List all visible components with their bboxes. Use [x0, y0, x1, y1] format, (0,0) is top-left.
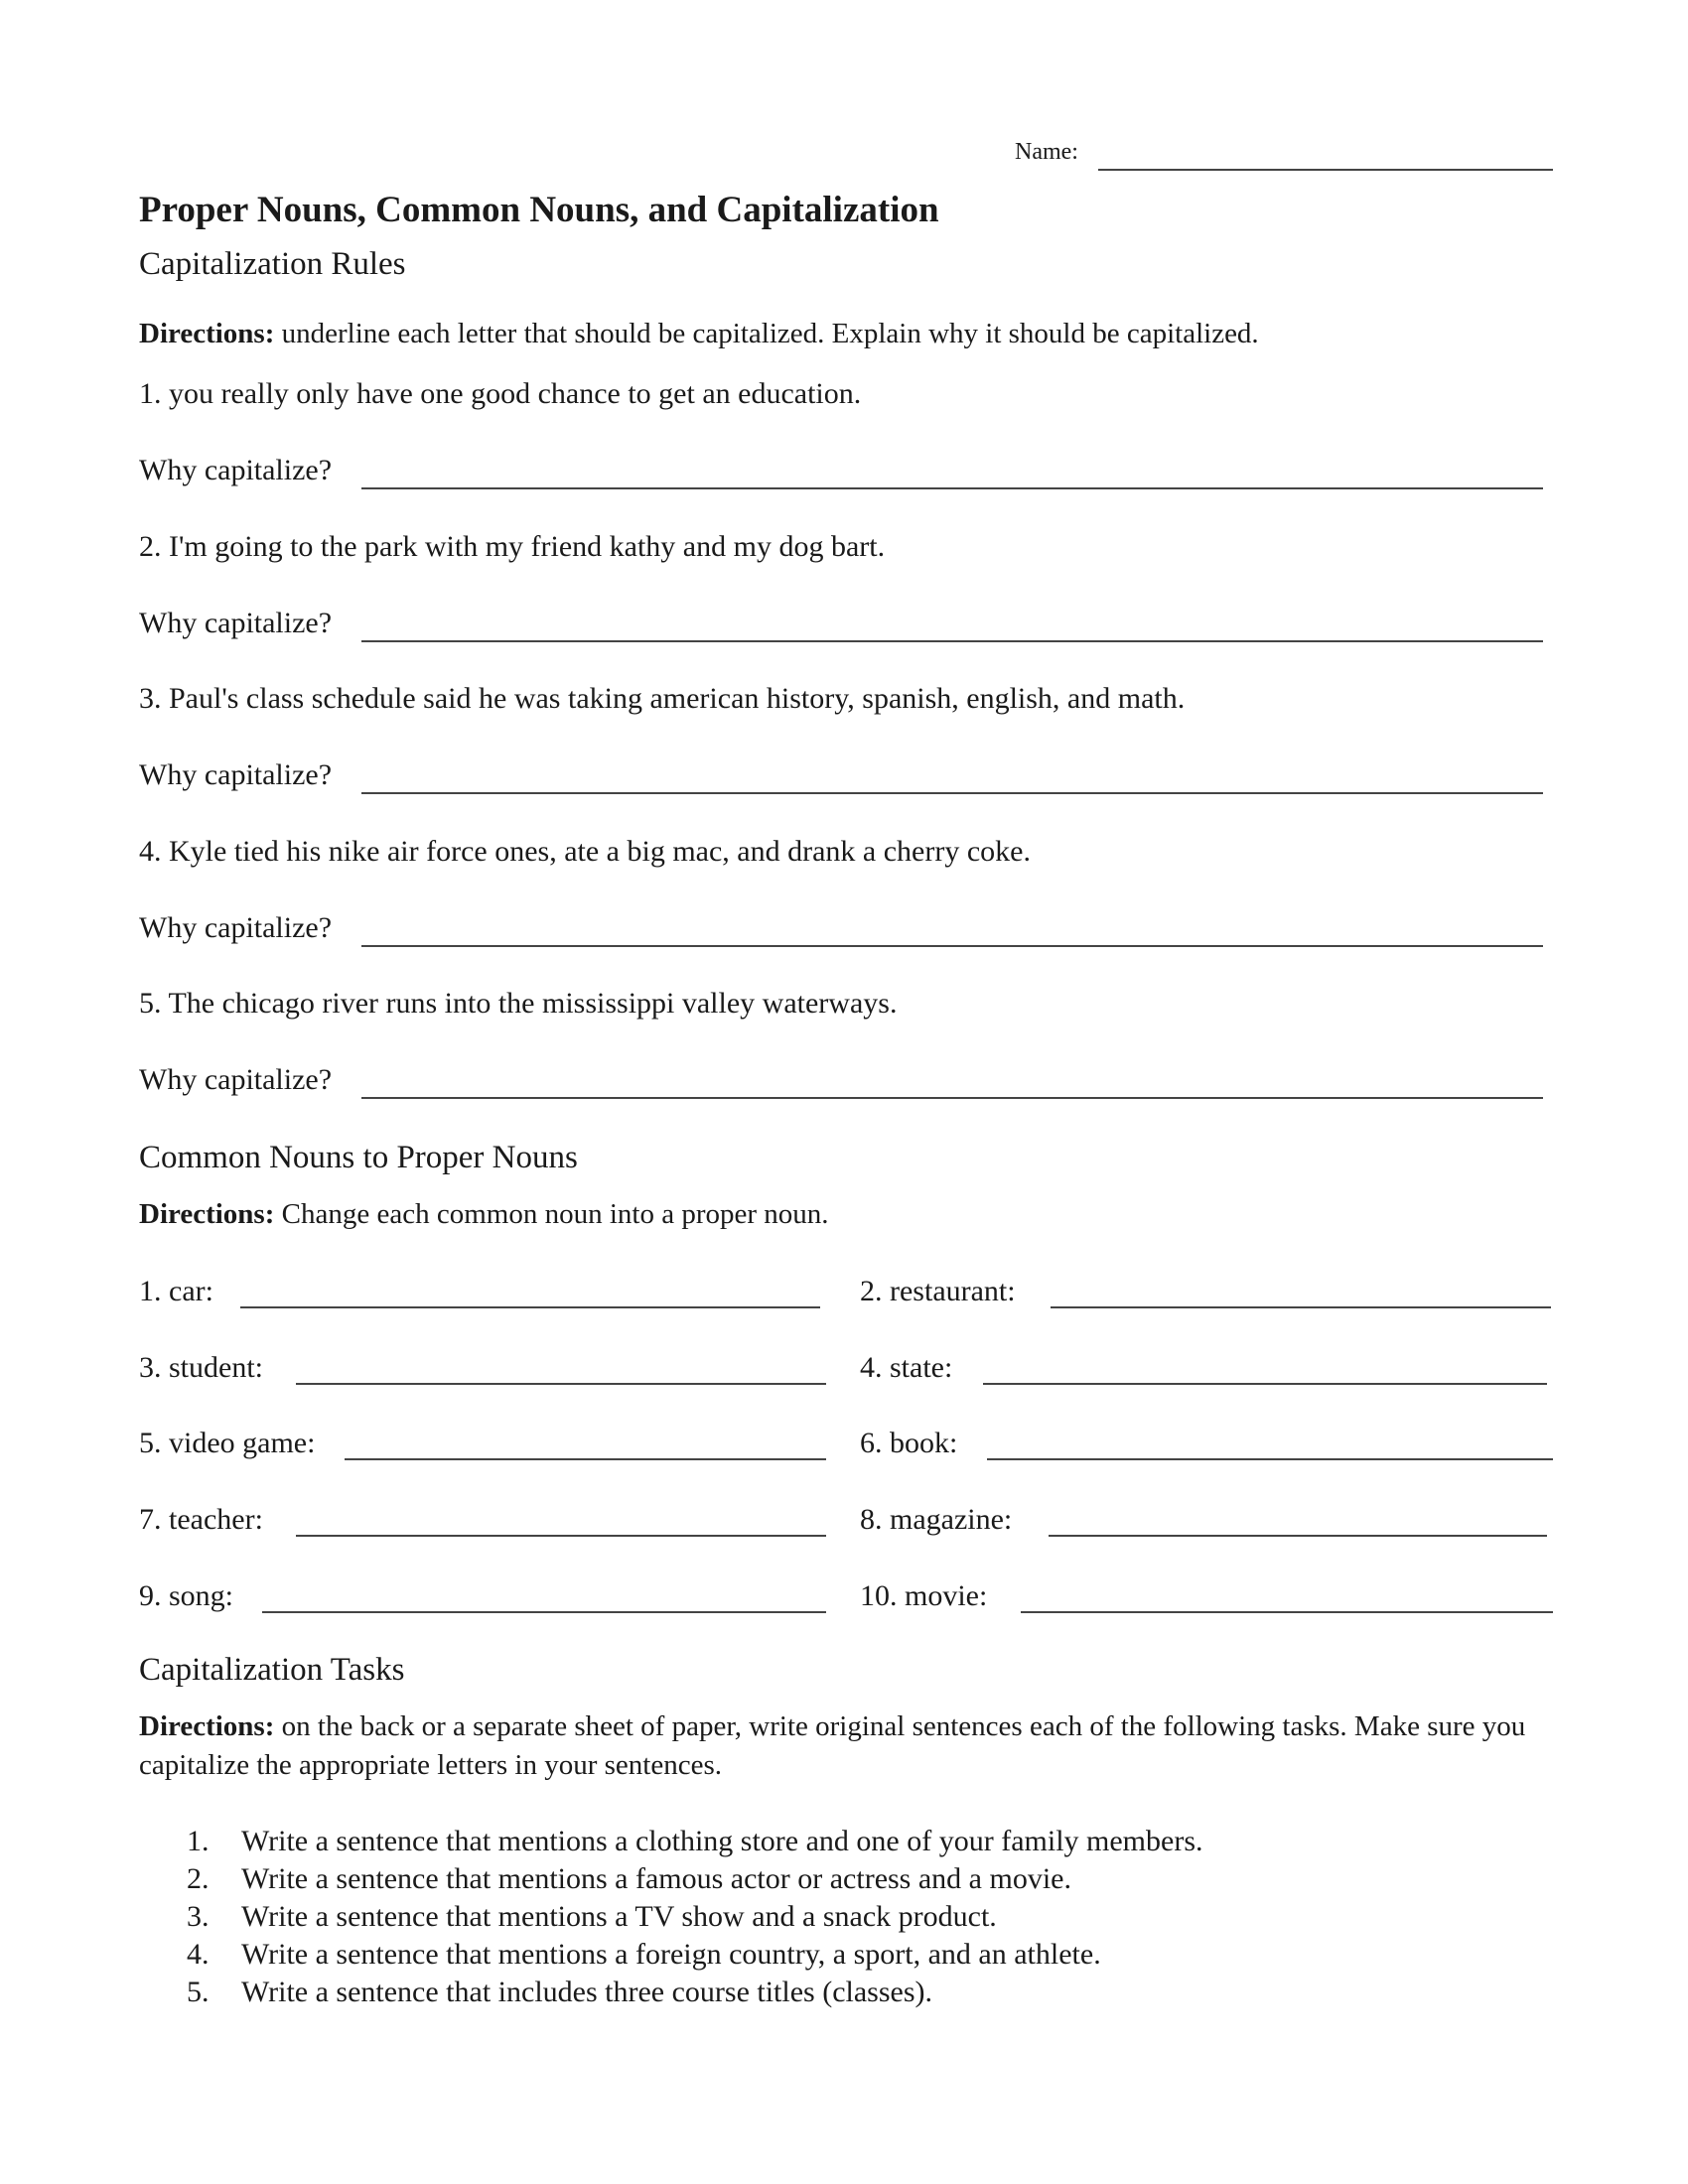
task-text: Write a sentence that mentions a famous actor or actress and a movie. — [241, 1862, 1071, 1895]
name-field[interactable] — [1098, 169, 1553, 171]
why-label: Why capitalize? — [139, 758, 333, 791]
list-item — [187, 1823, 1203, 1860]
answer-line[interactable] — [240, 1306, 820, 1308]
noun-prompt: 8. magazine: — [860, 1503, 1013, 1536]
task-text: Write a sentence that includes three course titles (classes). — [241, 1976, 933, 2008]
why-label: Why capitalize? — [139, 454, 333, 486]
section1-directions — [139, 315, 1569, 353]
answer-line[interactable] — [1051, 1306, 1551, 1308]
list-number: 4. — [187, 1938, 210, 1971]
noun-prompt: 1. car: — [139, 1275, 213, 1307]
why-label: Why capitalize? — [139, 607, 333, 639]
answer-line[interactable] — [987, 1458, 1553, 1460]
answer-line[interactable] — [296, 1535, 826, 1537]
task-list — [187, 1823, 1203, 2011]
directions-label: Directions: — [139, 318, 275, 349]
noun-prompt: 4. state: — [860, 1351, 953, 1384]
list-number: 1. — [187, 1825, 210, 1857]
task-text: Write a sentence that mentions a TV show and a snack product. — [241, 1900, 997, 1933]
directions-text: on the back or a separate sheet of paper, write original sentences each of the following tasks. Make sure you capitalize the appropriate letters in your sentences. — [139, 1710, 1526, 1781]
answer-line[interactable] — [262, 1611, 826, 1613]
why-label: Why capitalize? — [139, 1063, 333, 1096]
why-label: Why capitalize? — [139, 911, 333, 944]
noun-prompt: 10. movie: — [860, 1579, 988, 1612]
answer-line[interactable] — [361, 1097, 1543, 1099]
directions-label: Directions: — [139, 1198, 275, 1230]
noun-prompt: 5. video game: — [139, 1427, 316, 1459]
question-3: 3. Paul's class schedule said he was taking american history, spanish, english, and math. — [139, 682, 1186, 715]
directions-text: underline each letter that should be capitalized. Explain why it should be capitalized. — [274, 318, 1259, 349]
question-1: 1. you really only have one good chance to get an education. — [139, 377, 862, 410]
answer-line[interactable] — [983, 1383, 1547, 1385]
answer-line[interactable] — [361, 945, 1543, 947]
directions-text: Change each common noun into a proper noun. — [274, 1198, 829, 1230]
list-item — [187, 1898, 1203, 1936]
answer-line[interactable] — [1049, 1535, 1547, 1537]
list-item — [187, 1974, 1203, 2011]
section-capitalization-rules-heading: Capitalization Rules — [139, 246, 406, 282]
answer-line[interactable] — [345, 1458, 826, 1460]
list-number: 3. — [187, 1900, 210, 1933]
list-item — [187, 1936, 1203, 1974]
section-common-to-proper-heading: Common Nouns to Proper Nouns — [139, 1140, 578, 1175]
answer-line[interactable] — [361, 792, 1543, 794]
directions-label: Directions: — [139, 1710, 275, 1742]
question-2: 2. I'm going to the park with my friend kathy and my dog bart. — [139, 530, 886, 563]
section3-directions — [139, 1707, 1569, 1785]
task-text: Write a sentence that mentions a foreign country, a sport, and an athlete. — [241, 1938, 1101, 1971]
noun-prompt: 9. song: — [139, 1579, 234, 1612]
noun-prompt: 2. restaurant: — [860, 1275, 1016, 1307]
answer-line[interactable] — [361, 487, 1543, 489]
worksheet-title: Proper Nouns, Common Nouns, and Capitalization — [139, 190, 939, 230]
list-number: 5. — [187, 1976, 210, 2008]
list-item — [187, 1860, 1203, 1898]
answer-line[interactable] — [1021, 1611, 1553, 1613]
question-4: 4. Kyle tied his nike air force ones, ate a big mac, and drank a cherry coke. — [139, 835, 1031, 868]
noun-prompt: 7. teacher: — [139, 1503, 263, 1536]
answer-line[interactable] — [296, 1383, 826, 1385]
section-capitalization-tasks-heading: Capitalization Tasks — [139, 1652, 405, 1688]
answer-line[interactable] — [361, 640, 1543, 642]
section2-directions — [139, 1195, 1569, 1234]
noun-prompt: 6. book: — [860, 1427, 958, 1459]
task-text: Write a sentence that mentions a clothing store and one of your family members. — [241, 1825, 1203, 1857]
name-label: Name: — [1015, 139, 1078, 165]
question-5: 5. The chicago river runs into the mississippi valley waterways. — [139, 987, 898, 1020]
noun-prompt: 3. student: — [139, 1351, 263, 1384]
list-number: 2. — [187, 1862, 210, 1895]
